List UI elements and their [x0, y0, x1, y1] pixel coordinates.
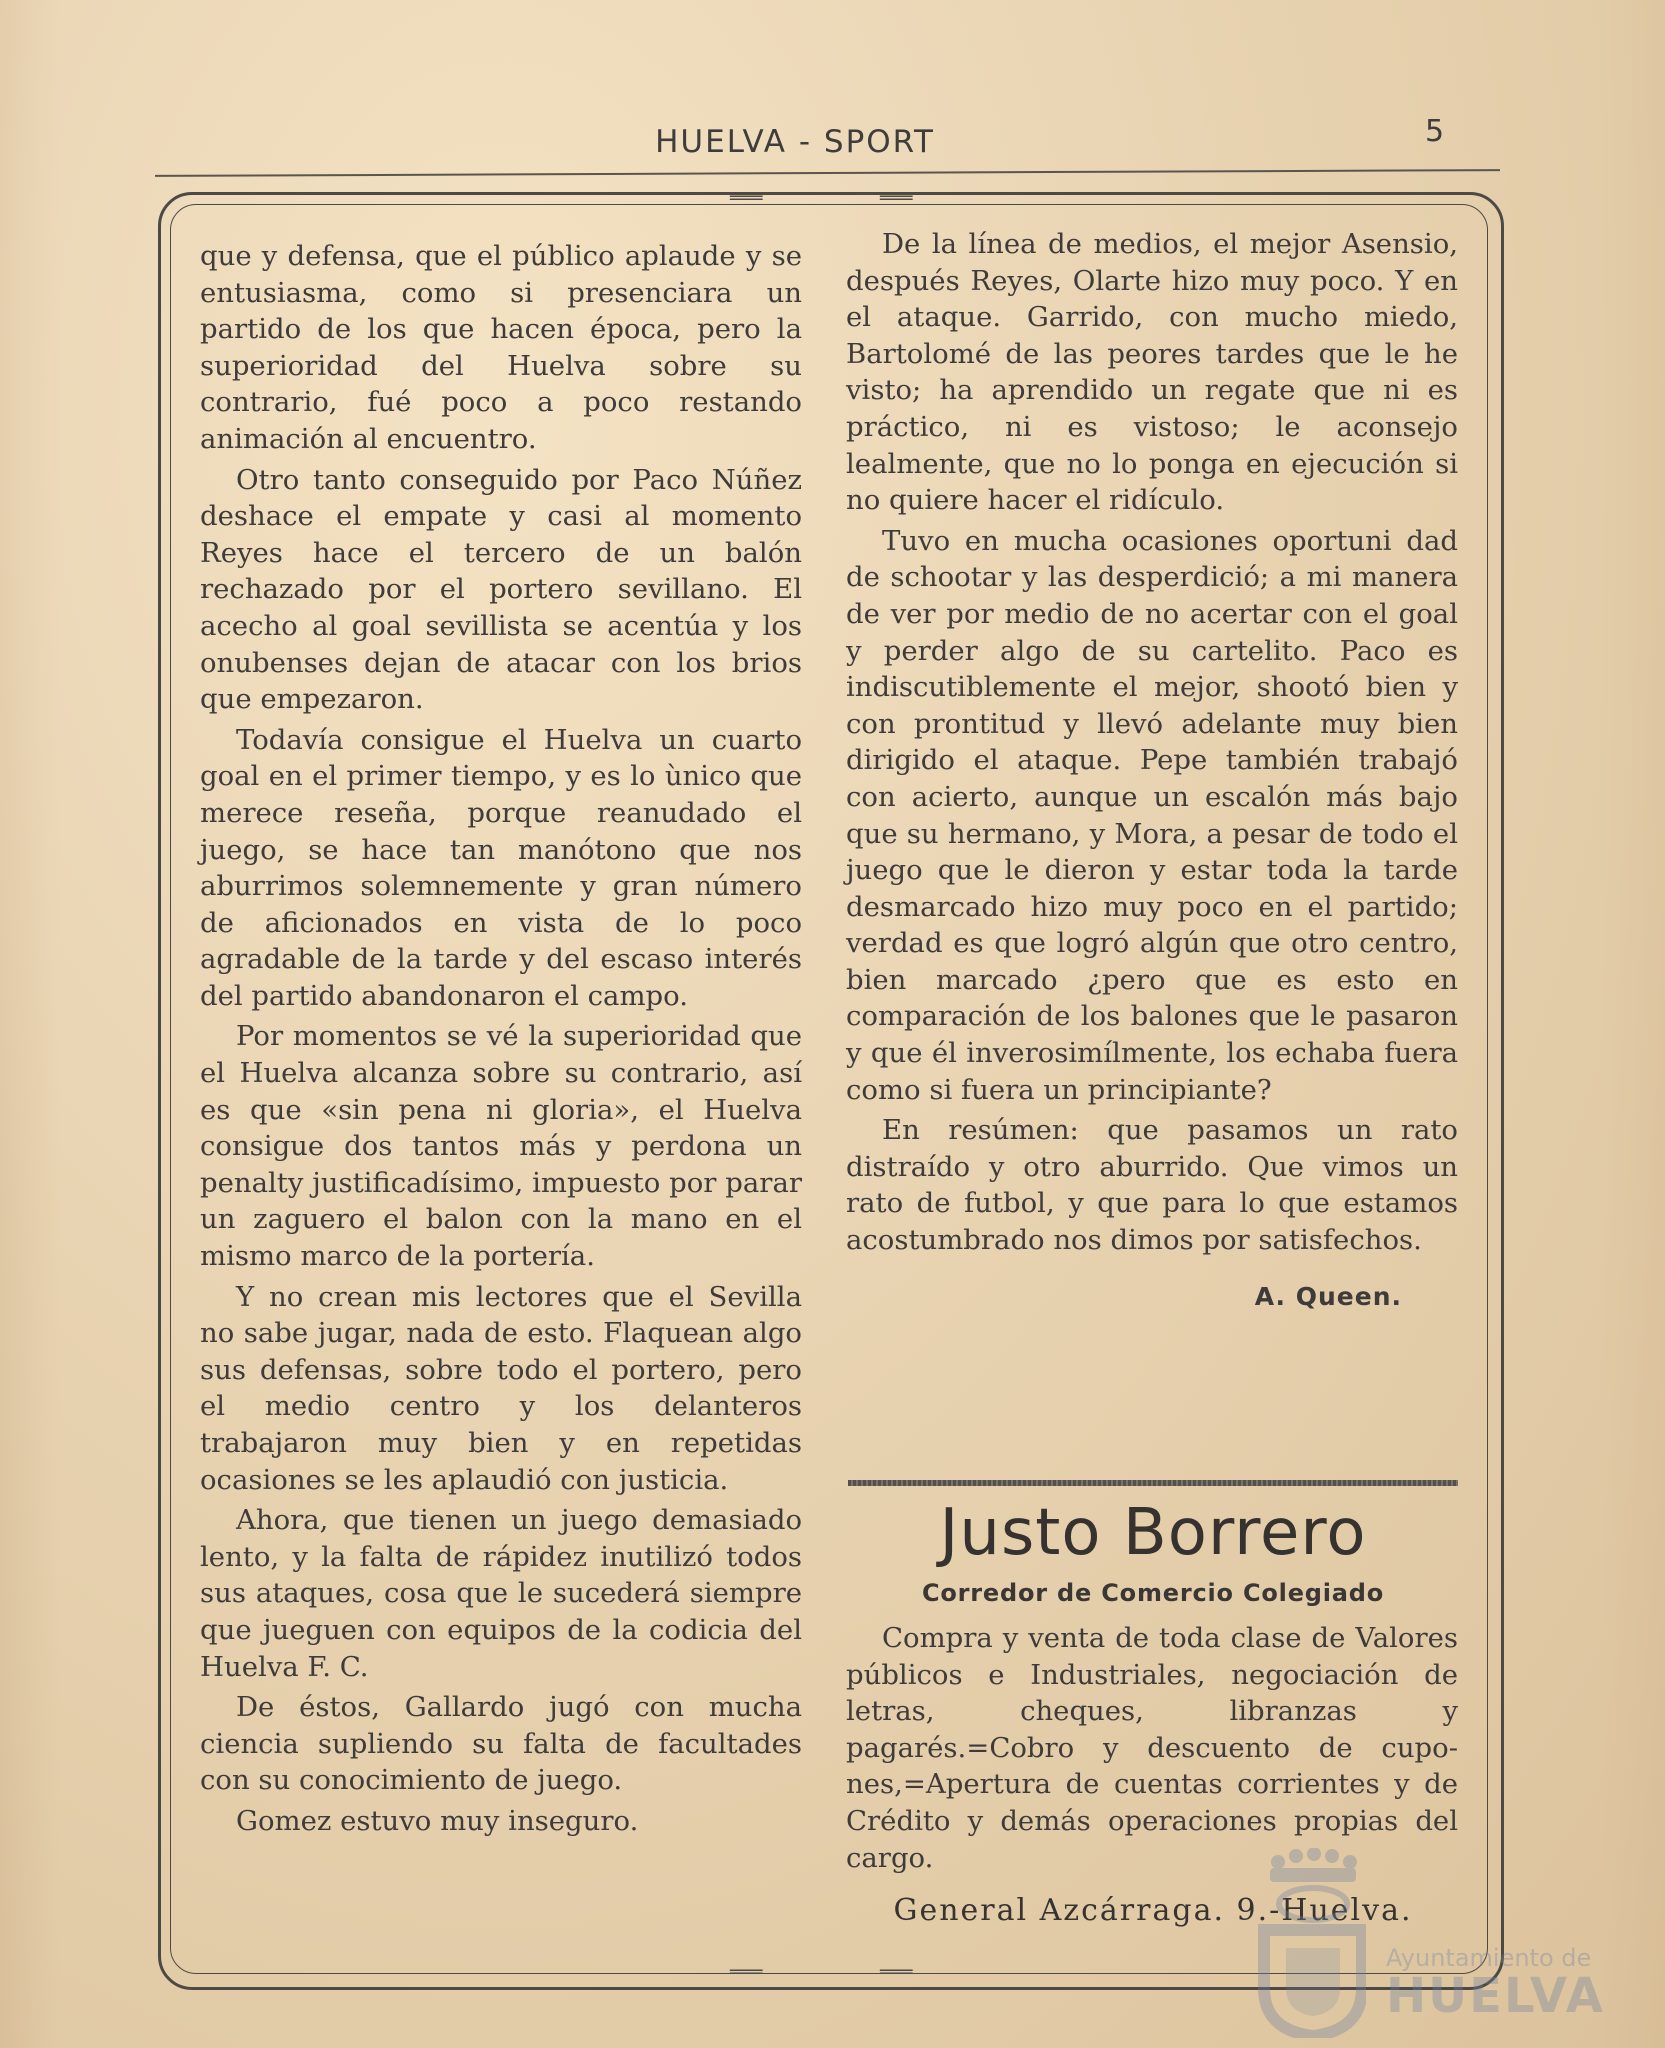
- watermark-line2: HUELVA: [1386, 1968, 1605, 2024]
- article-paragraph: Todavía consigue el Huelva un cuarto goal en el primer tiempo, y es lo ùnico que merece reseña, porque reanudado el juego, se hace tan manótono que nos aburrimos solemnemente y gran número de aficionados en vista de lo poco agradable de la tarde y del escaso interés del partido abandonaron el campo.: [200, 723, 802, 1012]
- article-signature: A. Queen.: [1254, 1281, 1402, 1311]
- frame-ornament-bottom-left: ═══: [730, 1962, 763, 1983]
- header-rule: [155, 169, 1500, 177]
- frame-ornament-top-left: ═══: [730, 188, 763, 209]
- frame-ornament-top-right: ═══: [880, 188, 913, 209]
- advertisement-name: Justo Borrero: [939, 1496, 1367, 1570]
- article-paragraph: que y defensa, que el público aplaude y se entusiasma, como si presenciara un partido de los que hacen época, pero la superioridad del Huelva sobre su contrario, fué poco a poco restando animación al encuentro.: [200, 240, 802, 455]
- article-paragraph: Ahora, que tienen un juego demasiado lento, y la falta de rápidez inutilizó todos sus ataques, cosa que le sucederá siempre que jueguen con equipos de la codicia del Huelva F. C.: [200, 1504, 802, 1683]
- article-paragraph: De la línea de medios, el mejor Asensio, después Reyes, Olarte hizo muy poco. Y en el ataque. Garrido, con mucho miedo, Bartolomé de las peores tardes que le he visto; ha aprendido un regate que ni es práctico, ni es vistoso; le aconsejo lealmente, que no lo ponga en ejecución si no quiere hacer el ridículo.: [846, 228, 1458, 517]
- advertisement-text: Compra y venta de toda clase de Valores públicos e Industriales, negociación de letras, cheques, libranzas y pagarés.=Cobro y descuento de cupones,=Apertura de cuentas corrientes y de Crédito y demás operaciones propias del cargo.: [846, 1622, 1458, 1874]
- crown-shield-icon: [1256, 1848, 1366, 2038]
- article-paragraph: Otro tanto conseguido por Paco Núñez deshace el empate y casi al momento Reyes hace el tercero de un balón rechazado por el portero sevillano. El acecho al goal sevillista se acentúa y los onubenses dejan de atacar con los brios que empezaron.: [200, 463, 802, 716]
- article-paragraph: Gomez estuvo muy inseguro.: [236, 1804, 639, 1837]
- archive-watermark: [1256, 1848, 1605, 2038]
- page-number: 5: [1425, 114, 1445, 149]
- article-paragraph: En resúmen: que pasamos un rato distraído y otro aburrido. Que vimos un rato de futbol, y que para lo que estamos acostumbrado nos dimos por satisfechos.: [846, 1114, 1458, 1257]
- watermark-line1: Ayuntamiento de: [1386, 1944, 1592, 1972]
- article-paragraph: De éstos, Gallardo jugó con mucha ciencia supliendo su falta de facultades con su conocimiento de juego.: [200, 1691, 802, 1797]
- article-paragraph: Y no crean mis lectores que el Sevilla no sabe jugar, nada de esto. Flaquean algo sus defensas, sobre todo el portero, pero el medio centro y los delanteros trabajaron muy bien y en repetidas ocasiones se les aplaudió con justicia.: [200, 1280, 802, 1496]
- advertisement-subtitle: Corredor de Comercio Colegiado: [921, 1579, 1385, 1607]
- advertisement-divider: [848, 1480, 1458, 1486]
- article-column-left: [200, 238, 802, 1844]
- advertisement-body: [846, 1620, 1458, 1876]
- article-paragraph: Tuvo en mucha ocasiones oportuni dad de schootar y las desperdició; a mi manera de ver por medio de no acertar con el goal y perder algo de su cartelito. Paco es indiscutiblemente el mejor, shootó bien y con prontitud y llevó adelante muy bien dirigido el ataque. Pepe también trabajó con acierto, aunque un escalón más bajo que su hermano, y Mora, a pesar de todo el juego que le dieron y estar toda la tarde desmarcado hizo muy poco en el partido; verdad es que logró algún que otro centro, bien marcado ¿pero que es esto en comparación de los balones que le pasaron y que él inverosimílmente, los echaba fuera como si fuera un principiante?: [846, 524, 1458, 1106]
- article-paragraph: Por momentos se vé la superioridad que el Huelva alcanza sobre su contrario, así es que «sin pena ni gloria», el Huelva consigue dos tantos más y perdona un penalty justificadísimo, impuesto por parar un zaguero el balon con la mano en el mismo marco de la portería.: [200, 1020, 802, 1273]
- frame-ornament-bottom-right: ═══: [880, 1962, 913, 1983]
- article-column-right: [846, 226, 1458, 1315]
- page-header-title: HUELVA - SPORT: [655, 124, 935, 160]
- advertisement-address: General Azcárraga. 9.-Huelva.: [893, 1893, 1413, 1928]
